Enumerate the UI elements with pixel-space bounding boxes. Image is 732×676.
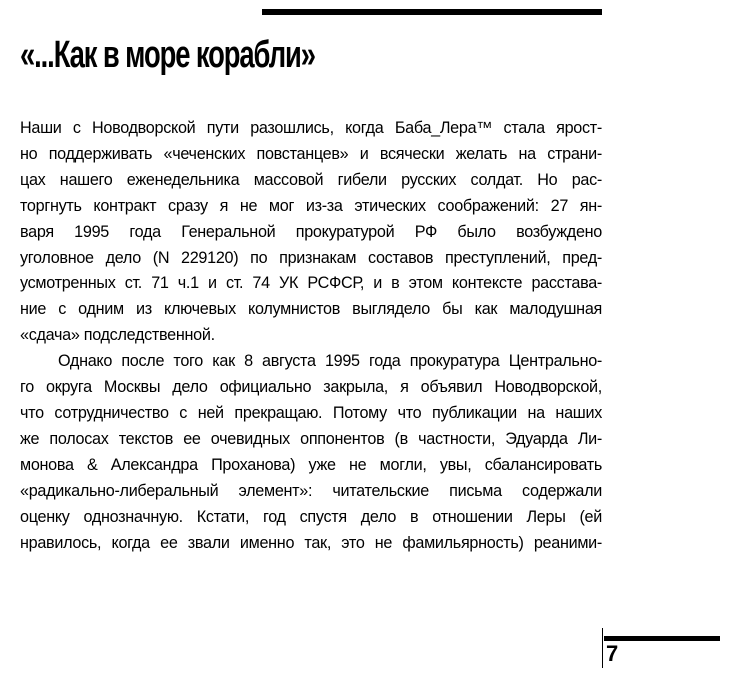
text-line: торгнуть контракт сразу я не мог из-за этических соображений: 27 ян-: [20, 196, 602, 215]
header-rule: [262, 9, 602, 15]
text-line: нравилось, когда ее звали именно так, это не фамильярность) реаними-: [20, 533, 602, 552]
page-number: 7: [606, 641, 619, 666]
text-line: же полосах текстов ее очевидных оппонентов (в частности, Эдуарда Ли-: [20, 429, 602, 448]
text-line: уголовное дело (N 229120) по признакам составов преступлений, пред-: [20, 248, 602, 267]
text-line: монова & Александра Проханова) уже не могли, увы, сбалансировать: [20, 455, 602, 474]
text-line: усмотренных ст. 71 ч.1 и ст. 74 УК РСФСР, и в этом контексте расстава-: [20, 274, 602, 293]
text-line: Однако после того как 8 августа 1995 года прокуратура Центрально-: [58, 352, 602, 371]
text-line: го округа Москвы дело официально закрыла, я объявил Новодворской,: [20, 378, 602, 397]
paragraph-1: [20, 116, 602, 349]
text-line: ние с одним из ключевых колумнистов выглядело бы как малодушная: [20, 300, 602, 319]
text-line: Наши с Новодворской пути разошлись, когда Баба_Лера™ стала ярост-: [20, 119, 602, 137]
text-line: но поддерживать «чеченских повстанцев» и всячески желать на страни-: [20, 144, 602, 163]
text-line: оценку однозначную. Кстати, год спустя дело в отношении Леры (ей: [20, 507, 602, 526]
paragraph-2: [20, 349, 602, 556]
text-line: «радикально-либеральный элемент»: читательские письма содержали: [20, 481, 602, 500]
footer-rule: [604, 636, 720, 641]
chapter-title: «...Как в море корабли»: [20, 34, 315, 76]
text-line: варя 1995 года Генеральной прокуратурой РФ было возбуждено: [20, 222, 602, 241]
text-line: что сотрудничество с ней прекращаю. Потому что публикации на наших: [20, 403, 602, 422]
footer-divider: [602, 628, 603, 668]
text-line: цах нашего еженедельника массовой гибели русских солдат. Но рас-: [20, 170, 602, 189]
text-line: «сдача» подследственной.: [20, 326, 215, 345]
body-text: [20, 116, 602, 556]
